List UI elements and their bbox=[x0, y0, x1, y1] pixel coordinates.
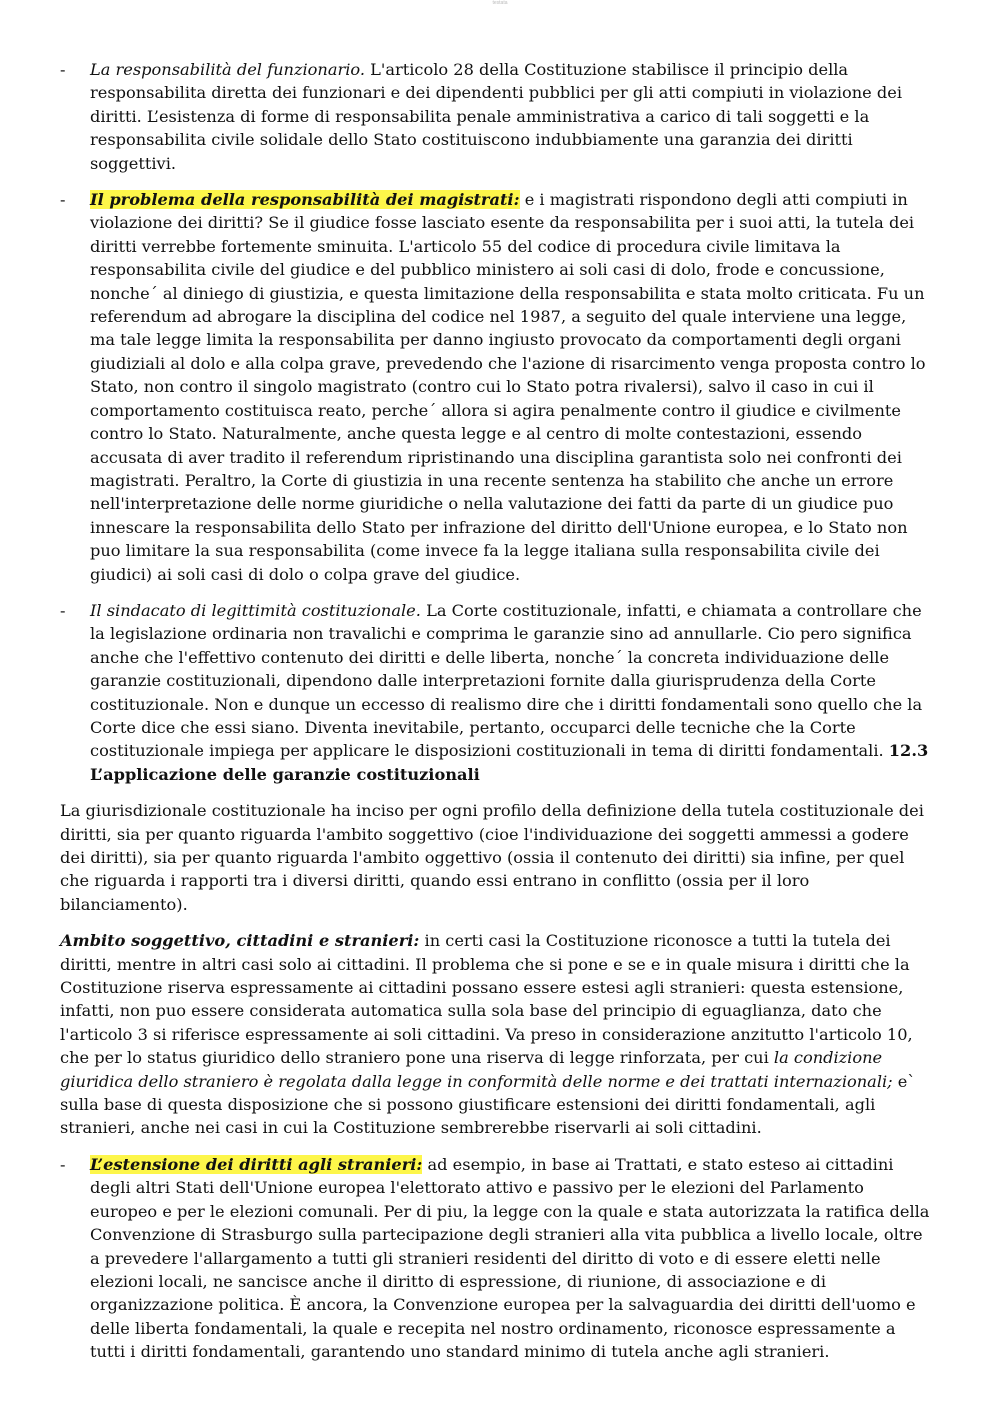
page-header-mark: testata bbox=[492, 0, 508, 6]
list-dash: - bbox=[60, 1154, 66, 1174]
paragraph-text: in certi casi la Costituzione riconosce a tutti la tutela dei diritti, mentre in altri casi solo ai cittadini. Il problema che si pone e se e in quale misura i diritti che la Costituzione riserva espressamente ai cittadini possano essere estesi agli stranieri: questa estensione, infatti, non puo essere considerata automatica sulla sola base del principio di eguaglianza, dato che l'articolo 3 si riferisce espressamente ai soli cittadini. Va preso in considerazione anzitutto l'articolo 10, che per lo status giuridico dello straniero pone una riserva di legge rinforzata, per cui bbox=[60, 931, 913, 1068]
item-text: ad esempio, in base ai Trattati, e stato esteso ai cittadini degli altri Stati dell'Unione europea l'elettorato attivo e passivo per le elezioni del Parlamento europeo e per le elezioni comunali. Per di piu, la legge con la quale e stata autorizzata la ratifica della Convenzione di Strasburgo sulla partecipazione degli stranieri alla vita pubblica a livello locale, oltre a prevedere l'allargamento a tutti gli stranieri residenti del diritto di voto e di essere eletti nelle elezioni locali, ne sancisce anche il diritto di espressione, di riunione, di associazione e di organizzazione politica. È ancora, la Convenzione europea per la salvaguardia dei diritti dell'uomo e delle liberta fondamentali, la quale e recepita nel nostro ordinamento, riconosce espressamente a tutti i diritti fondamentali, garantendo uno standard minimo di tutela anche agli stranieri. bbox=[90, 1154, 930, 1362]
list-item-responsabilita-magistrati bbox=[60, 188, 934, 586]
paragraph-ambito-soggettivo bbox=[60, 929, 934, 1140]
item-lead: Il sindacato di legittimità costituzionale. bbox=[90, 600, 421, 620]
list-dash: - bbox=[60, 190, 66, 210]
paragraph-lead: Ambito soggettivo, cittadini e stranieri: bbox=[60, 931, 420, 951]
list-item-sindacato-legittimita bbox=[60, 599, 934, 786]
paragraph-text-end: e` sulla base di questa disposizione che si possono giustificare estensioni dei diritti fondamentali, agli stranieri, anche nei casi in cui la Costituzione sembrerebbe riservarli ai soli cittadini. bbox=[60, 1071, 916, 1138]
document-page bbox=[60, 58, 934, 1377]
list-item-responsabilita-funzionario bbox=[60, 58, 934, 175]
list-item-estensione-stranieri bbox=[60, 1153, 934, 1364]
highlighted-lead: L’estensione dei diritti agli stranieri: bbox=[90, 1154, 423, 1174]
item-text: L'articolo 28 della Costituzione stabilisce il principio della responsabilita diretta dei funzionari e dei dipendenti pubblici per gli atti compiuti in violazione dei diritti. L’esistenza di forme di responsabilita penale amministrativa a carico di tali soggetti e la responsabilita civile solidale dello Stato costituiscono indubbiamente una garanzia dei diritti soggettivi. bbox=[90, 60, 903, 173]
item-lead: La responsabilità del funzionario. bbox=[90, 60, 366, 79]
item-text: La Corte costituzionale, infatti, e chiamata a controllare che la legislazione ordinaria non travalichi e comprima le garanzie sino ad annullarle. Cio pero significa anche che l'effettivo contenuto dei diritti e delle liberta, nonche´ la concreta individuazione delle garanzie costituzionali, dipendono dalle interpretazioni fornite dalla giurisprudenza della Corte costituzionale. Non e dunque un eccesso di realismo dire che i diritti fondamentali sono quello che la Corte dice che essi siano. Diventa inevitabile, pertanto, occuparci delle tecniche che la Corte costituzionale impiega per applicare le disposizioni costituzionali in tema di diritti fondamentali. bbox=[90, 600, 923, 761]
list-dash: - bbox=[60, 600, 66, 620]
list-dash: - bbox=[60, 60, 66, 79]
section-heading: 12.3 L’applicazione delle garanzie costituzionali bbox=[90, 741, 929, 784]
paragraph-giurisdizione: La giurisdizionale costituzionale ha inciso per ogni profilo della definizione della tutela costituzionale dei diritti, sia per quanto riguarda l'ambito soggettivo (cioe l'individuazione dei soggetti ammessi a godere dei diritti), sia per quanto riguarda l'ambito oggettivo (ossia il contenuto dei diritti) sia infine, per quel che riguarda i rapporti tra i diversi diritti, quando essi entrano in conflitto (ossia per il loro bilanciamento). bbox=[60, 801, 924, 914]
highlighted-lead: Il problema della responsabilità dei magistrati: bbox=[90, 190, 520, 210]
paragraph-quote: la condizione giuridica dello straniero è regolata dalla legge in conformità delle norme e dei trattati internazionali; bbox=[60, 1048, 893, 1091]
item-text: e i magistrati rispondono degli atti compiuti in violazione dei diritti? Se il giudice fosse lasciato esente da responsabilita per i suoi atti, la tutela dei diritti verrebbe fortemente sminuita. L'articolo 55 del codice di procedura civile limitava la responsabilita civile del giudice e del pubblico ministero ai soli casi di dolo, frode e concussione, nonche´ al diniego di giustizia, e questa limitazione della responsabilita e stata molto criticata. Fu un referendum ad abrogare la disciplina del codice nel 1987, a seguito del quale interviene una legge, ma tale legge limita la responsabilita per danno ingiusto provocato da comportamenti degli organi giudiziali al dolo e alla colpa grave, prevedendo che l'azione di risarcimento venga proposta contro lo Stato, non contro il singolo magistrato (contro cui lo Stato potra rivalersi), salvo il caso in cui il comportamento costituisca reato, perche´ allora si agira penalmente contro il giudice e civilmente contro lo Stato. Naturalmente, anche questa legge e al centro di molte contestazioni, essendo accusata di aver tradito il referendum ripristinando una disciplina garantista solo nei confronti dei magistrati. Peraltro, la Corte di giustizia in una recente sentenza ha stabilito che anche un errore nell'interpretazione delle norme giuridiche o nella valutazione dei fatti da parte di un giudice puo innescare la responsabilita dello Stato per infrazione del diritto dell'Unione europea, e lo Stato non puo limitare la sua responsabilita (come invece fa la legge italiana sulla responsabilita civile dei giudici) ai soli casi di dolo o colpa grave del giudice. bbox=[90, 190, 926, 584]
